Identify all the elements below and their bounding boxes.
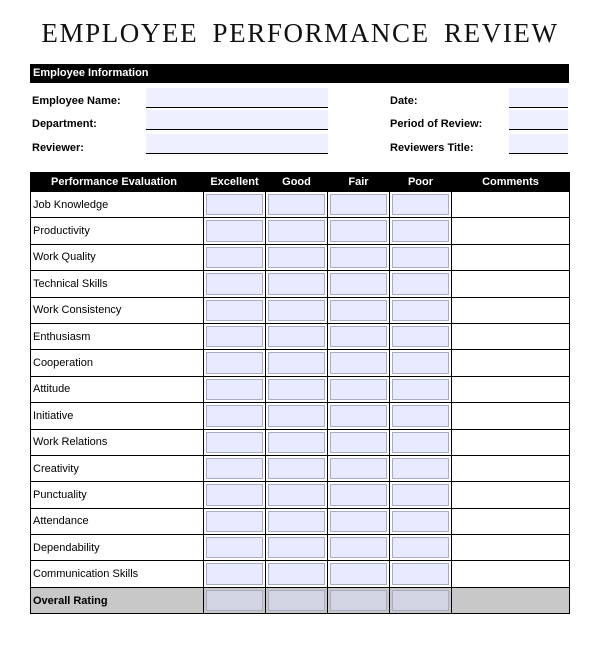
good-rating-field[interactable] [268, 563, 325, 584]
criterion-label: Initiative [31, 403, 204, 429]
table-row [31, 244, 570, 270]
fair-rating-field[interactable] [330, 220, 387, 241]
comments-field[interactable] [452, 218, 570, 244]
fair-rating-cell [328, 508, 390, 534]
criterion-label: Creativity [31, 455, 204, 481]
reviewer-label: Reviewer: [32, 142, 84, 154]
comments-field[interactable] [452, 535, 570, 561]
excellent-rating-field[interactable] [206, 405, 263, 426]
table-row [31, 192, 570, 218]
comments-field[interactable] [452, 271, 570, 297]
employee-name-label: Employee Name: [32, 95, 121, 107]
poor-rating-field[interactable] [392, 379, 449, 400]
excellent-rating-field[interactable] [206, 273, 263, 294]
good-rating-field[interactable] [268, 379, 325, 400]
excellent-rating-cell [204, 218, 266, 244]
excellent-rating-field[interactable] [206, 379, 263, 400]
fair-rating-field[interactable] [330, 405, 387, 426]
fair-rating-field[interactable] [330, 247, 387, 268]
criterion-label: Enthusiasm [31, 323, 204, 349]
comments-field[interactable] [452, 561, 570, 587]
good-rating-cell [266, 429, 328, 455]
date-field[interactable] [509, 88, 568, 108]
fair-rating-cell [328, 376, 390, 402]
excellent-rating-cell [204, 429, 266, 455]
table-row [31, 271, 570, 297]
excellent-rating-field[interactable] [206, 352, 263, 373]
excellent-rating-field[interactable] [206, 590, 263, 611]
reviewer-field[interactable] [146, 134, 328, 154]
poor-rating-cell [390, 244, 452, 270]
excellent-rating-field[interactable] [206, 458, 263, 479]
poor-rating-cell [390, 587, 452, 613]
poor-rating-field[interactable] [392, 194, 449, 215]
excellent-column-header: Excellent [204, 173, 266, 192]
good-rating-field[interactable] [268, 590, 325, 611]
good-rating-cell [266, 482, 328, 508]
reviewers-title-field[interactable] [509, 134, 568, 154]
criterion-label: Work Quality [31, 244, 204, 270]
criterion-label: Technical Skills [31, 271, 204, 297]
criteria-column-header: Performance Evaluation [31, 173, 204, 192]
criterion-label: Dependability [31, 535, 204, 561]
criterion-label: Attitude [31, 376, 204, 402]
good-rating-cell [266, 192, 328, 218]
excellent-rating-cell [204, 455, 266, 481]
poor-rating-field[interactable] [392, 511, 449, 532]
table-row [31, 482, 570, 508]
fair-rating-cell [328, 561, 390, 587]
table-row [31, 535, 570, 561]
table-row [31, 323, 570, 349]
table-row [31, 403, 570, 429]
excellent-rating-field[interactable] [206, 300, 263, 321]
fair-rating-field[interactable] [330, 511, 387, 532]
fair-rating-cell [328, 403, 390, 429]
fair-rating-field[interactable] [330, 484, 387, 505]
good-rating-field[interactable] [268, 511, 325, 532]
fair-rating-field[interactable] [330, 537, 387, 558]
good-rating-field[interactable] [268, 194, 325, 215]
fair-rating-cell [328, 350, 390, 376]
table-row [31, 429, 570, 455]
fair-rating-cell [328, 587, 390, 613]
excellent-rating-field[interactable] [206, 432, 263, 453]
poor-rating-field[interactable] [392, 405, 449, 426]
poor-rating-field[interactable] [392, 432, 449, 453]
good-rating-field[interactable] [268, 326, 325, 347]
comments-column-header: Comments [452, 173, 570, 192]
fair-rating-field[interactable] [330, 432, 387, 453]
excellent-rating-cell [204, 350, 266, 376]
fair-rating-field[interactable] [330, 563, 387, 584]
fair-rating-field[interactable] [330, 300, 387, 321]
comments-field[interactable] [452, 297, 570, 323]
comments-field[interactable] [452, 482, 570, 508]
fair-rating-field[interactable] [330, 590, 387, 611]
table-row [31, 218, 570, 244]
department-field[interactable] [146, 110, 328, 130]
poor-rating-cell [390, 455, 452, 481]
excellent-rating-field[interactable] [206, 326, 263, 347]
excellent-rating-cell [204, 535, 266, 561]
table-row [31, 297, 570, 323]
criterion-label: Productivity [31, 218, 204, 244]
excellent-rating-cell [204, 587, 266, 613]
fair-rating-cell [328, 455, 390, 481]
employee-info-header: Employee Information [30, 64, 569, 83]
excellent-rating-field[interactable] [206, 511, 263, 532]
poor-rating-field[interactable] [392, 484, 449, 505]
excellent-rating-cell [204, 403, 266, 429]
excellent-rating-field[interactable] [206, 194, 263, 215]
fair-rating-cell [328, 482, 390, 508]
good-column-header: Good [266, 173, 328, 192]
poor-rating-cell [390, 350, 452, 376]
period-of-review-label: Period of Review: [390, 118, 483, 130]
good-rating-cell [266, 561, 328, 587]
fair-rating-field[interactable] [330, 326, 387, 347]
comments-field[interactable] [452, 192, 570, 218]
criterion-label: Work Consistency [31, 297, 204, 323]
fair-rating-cell [328, 271, 390, 297]
fair-rating-cell [328, 297, 390, 323]
excellent-rating-field[interactable] [206, 537, 263, 558]
poor-rating-field[interactable] [392, 563, 449, 584]
fair-rating-field[interactable] [330, 379, 387, 400]
poor-rating-field[interactable] [392, 458, 449, 479]
criterion-label: Work Relations [31, 429, 204, 455]
criterion-label: Punctuality [31, 482, 204, 508]
poor-rating-field[interactable] [392, 220, 449, 241]
excellent-rating-cell [204, 508, 266, 534]
fair-rating-cell [328, 323, 390, 349]
criterion-label: Attendance [31, 508, 204, 534]
good-rating-field[interactable] [268, 405, 325, 426]
excellent-rating-field[interactable] [206, 563, 263, 584]
fair-rating-cell [328, 218, 390, 244]
good-rating-field[interactable] [268, 247, 325, 268]
fair-rating-cell [328, 192, 390, 218]
employee-name-field[interactable] [146, 88, 328, 108]
poor-rating-cell [390, 561, 452, 587]
poor-rating-field[interactable] [392, 247, 449, 268]
comments-field[interactable] [452, 508, 570, 534]
poor-rating-cell [390, 403, 452, 429]
poor-rating-cell [390, 376, 452, 402]
good-rating-field[interactable] [268, 484, 325, 505]
excellent-rating-cell [204, 192, 266, 218]
good-rating-field[interactable] [268, 220, 325, 241]
good-rating-cell [266, 271, 328, 297]
poor-rating-cell [390, 482, 452, 508]
excellent-rating-field[interactable] [206, 220, 263, 241]
comments-field[interactable] [452, 323, 570, 349]
good-rating-cell [266, 376, 328, 402]
poor-rating-field[interactable] [392, 590, 449, 611]
poor-rating-cell [390, 429, 452, 455]
criterion-label: Communication Skills [31, 561, 204, 587]
comments-field[interactable] [452, 587, 570, 613]
fair-rating-field[interactable] [330, 458, 387, 479]
poor-column-header: Poor [390, 173, 452, 192]
fair-column-header: Fair [328, 173, 390, 192]
good-rating-cell [266, 244, 328, 270]
excellent-rating-cell [204, 561, 266, 587]
poor-rating-cell [390, 535, 452, 561]
date-label: Date: [390, 95, 418, 107]
table-header-row [31, 173, 570, 192]
criterion-label: Cooperation [31, 350, 204, 376]
fair-rating-field[interactable] [330, 273, 387, 294]
good-rating-cell [266, 455, 328, 481]
fair-rating-cell [328, 535, 390, 561]
good-rating-cell [266, 535, 328, 561]
overall-rating-label: Overall Rating [31, 587, 204, 613]
poor-rating-field[interactable] [392, 352, 449, 373]
poor-rating-field[interactable] [392, 273, 449, 294]
poor-rating-cell [390, 218, 452, 244]
good-rating-field[interactable] [268, 273, 325, 294]
criterion-label: Job Knowledge [31, 192, 204, 218]
excellent-rating-cell [204, 323, 266, 349]
good-rating-cell [266, 350, 328, 376]
excellent-rating-cell [204, 297, 266, 323]
good-rating-cell [266, 297, 328, 323]
comments-field[interactable] [452, 350, 570, 376]
poor-rating-field[interactable] [392, 326, 449, 347]
comments-field[interactable] [452, 244, 570, 270]
good-rating-field[interactable] [268, 432, 325, 453]
good-rating-field[interactable] [268, 300, 325, 321]
overall-rating-row [31, 587, 570, 613]
good-rating-cell [266, 403, 328, 429]
good-rating-cell [266, 323, 328, 349]
poor-rating-cell [390, 271, 452, 297]
poor-rating-cell [390, 508, 452, 534]
excellent-rating-field[interactable] [206, 484, 263, 505]
reviewers-title-label: Reviewers Title: [390, 142, 474, 154]
poor-rating-field[interactable] [392, 300, 449, 321]
good-rating-field[interactable] [268, 352, 325, 373]
poor-rating-cell [390, 192, 452, 218]
excellent-rating-cell [204, 376, 266, 402]
good-rating-field[interactable] [268, 537, 325, 558]
table-row [31, 350, 570, 376]
period-of-review-field[interactable] [509, 110, 568, 130]
table-row [31, 508, 570, 534]
poor-rating-field[interactable] [392, 537, 449, 558]
fair-rating-cell [328, 244, 390, 270]
performance-evaluation-table [30, 172, 570, 614]
fair-rating-cell [328, 429, 390, 455]
excellent-rating-cell [204, 271, 266, 297]
table-row [31, 561, 570, 587]
poor-rating-cell [390, 323, 452, 349]
good-rating-cell [266, 508, 328, 534]
comments-field[interactable] [452, 455, 570, 481]
excellent-rating-cell [204, 482, 266, 508]
comments-field[interactable] [452, 376, 570, 402]
department-label: Department: [32, 118, 97, 130]
comments-field[interactable] [452, 429, 570, 455]
comments-field[interactable] [452, 403, 570, 429]
good-rating-cell [266, 218, 328, 244]
page-title: EMPLOYEE PERFORMANCE REVIEW [41, 18, 559, 48]
table-row [31, 455, 570, 481]
fair-rating-field[interactable] [330, 352, 387, 373]
good-rating-field[interactable] [268, 458, 325, 479]
poor-rating-cell [390, 297, 452, 323]
fair-rating-field[interactable] [330, 194, 387, 215]
excellent-rating-cell [204, 244, 266, 270]
good-rating-cell [266, 587, 328, 613]
table-row [31, 376, 570, 402]
excellent-rating-field[interactable] [206, 247, 263, 268]
